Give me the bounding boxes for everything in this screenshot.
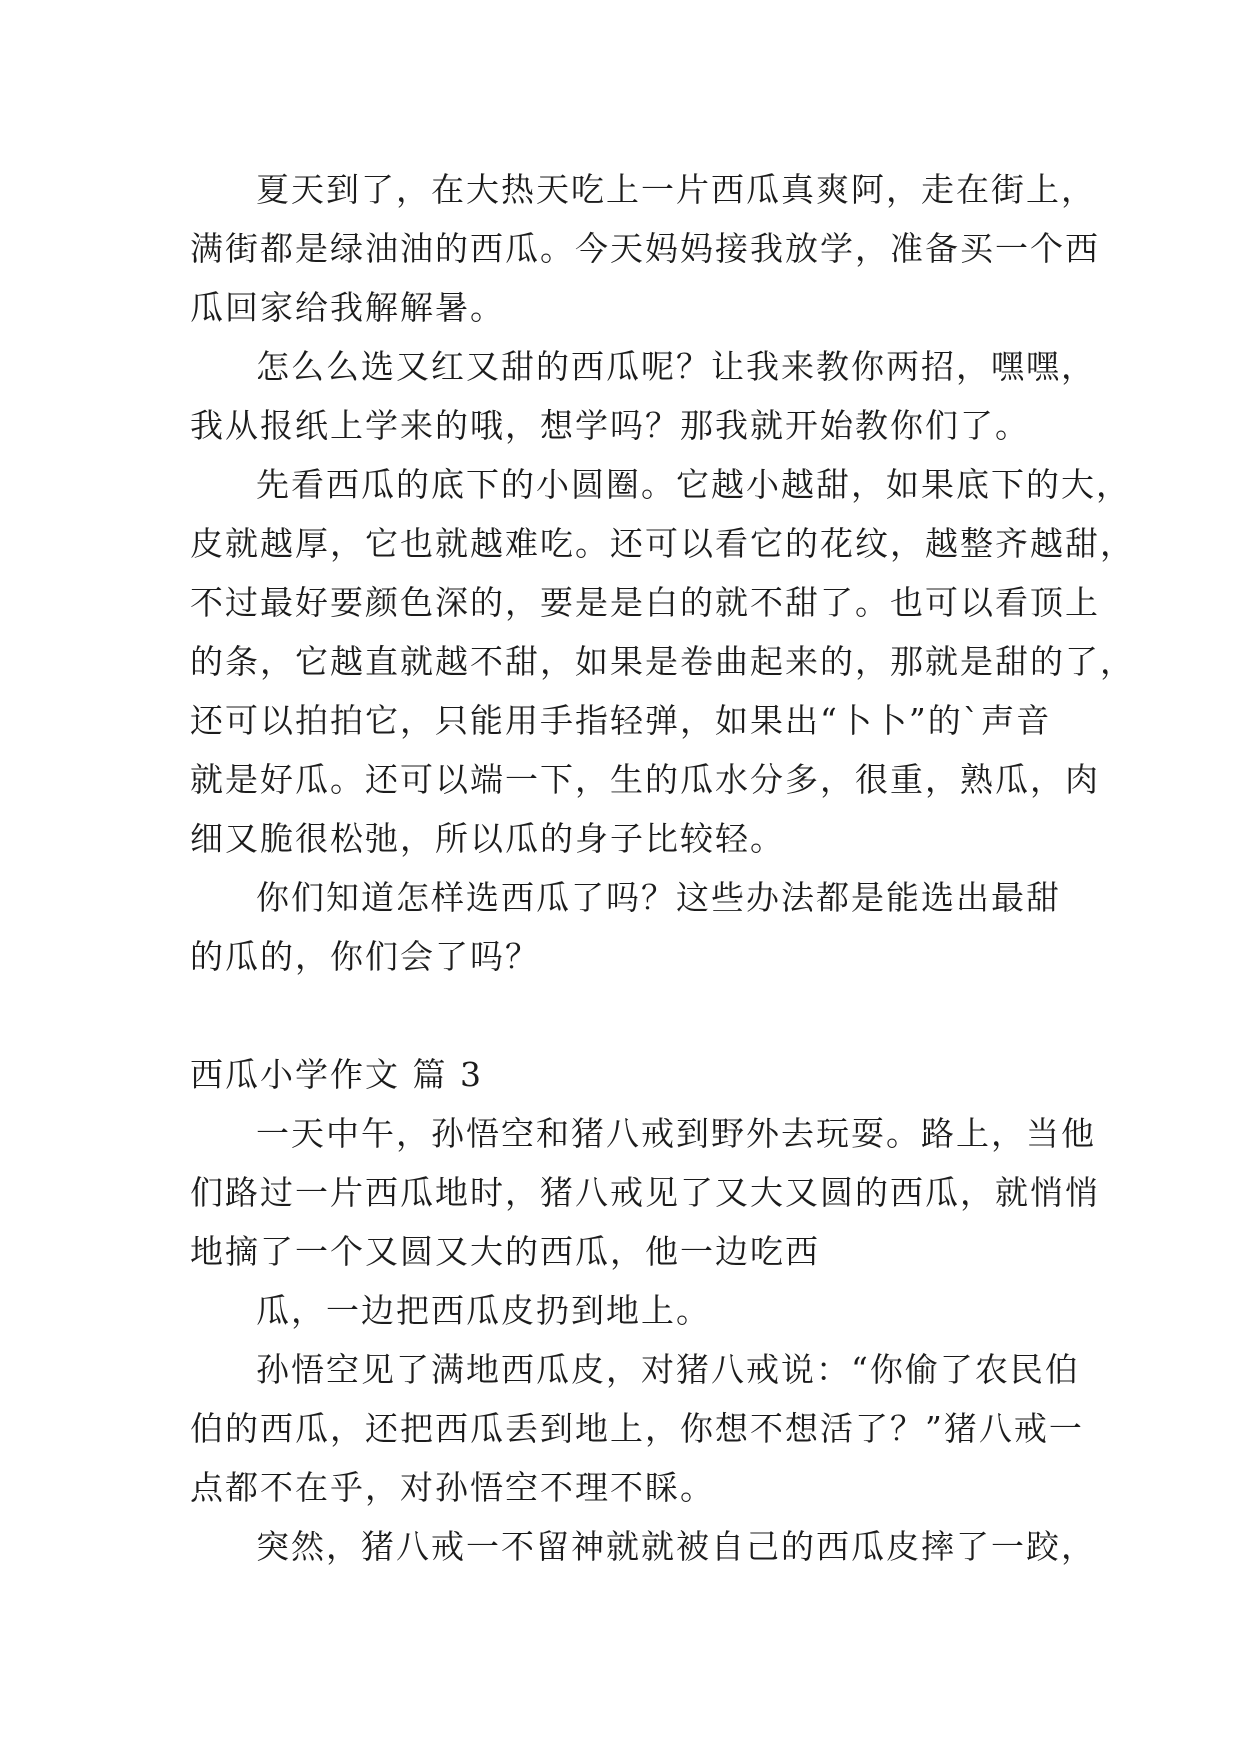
- text-line: 先看西瓜的底下的小圆圈。它越小越甜，如果底下的大，: [256, 465, 1131, 504]
- section-heading: 西瓜小学作文 篇 3: [190, 1055, 483, 1094]
- text-line: 怎么么选又红又甜的西瓜呢？让我来教你两招，嘿嘿，: [256, 347, 1096, 386]
- text-line: 我从报纸上学来的哦，想学吗？那我就开始教你们了。: [190, 406, 1030, 445]
- paragraph: [190, 337, 1096, 455]
- text-line: 孙悟空见了满地西瓜皮，对猪八戒说：“你偷了农民伯: [256, 1350, 1080, 1389]
- text-line: 细又脆很松弛，所以瓜的身子比较轻。: [190, 819, 785, 858]
- text-line: 点都不在乎，对孙悟空不理不睬。: [190, 1468, 715, 1507]
- text-line: 们路过一片西瓜地时，猪八戒见了又大又圆的西瓜，就悄悄: [190, 1173, 1100, 1212]
- paragraph: [190, 160, 1100, 337]
- paragraph: [190, 1104, 1100, 1281]
- text-line: 满街都是绿油油的西瓜。今天妈妈接我放学，准备买一个西: [190, 229, 1100, 268]
- text-line: 伯的西瓜，还把西瓜丢到地上，你想不想活了？”猪八戒一: [190, 1409, 1084, 1448]
- text-line: 瓜回家给我解解暑。: [190, 288, 505, 327]
- text-line: 瓜，一边把西瓜皮扔到地上。: [256, 1291, 711, 1330]
- paragraph: [190, 1340, 1084, 1517]
- paragraph: [190, 1517, 1096, 1576]
- text-line: 的条，它越直就越不甜，如果是卷曲起来的，那就是甜的了，: [190, 642, 1135, 681]
- section-gap: [190, 986, 1070, 1045]
- text-line: 一天中午，孙悟空和猪八戒到野外去玩耍。路上，当他: [256, 1114, 1096, 1153]
- text-line: 的瓜的，你们会了吗？: [190, 937, 540, 976]
- paragraph: [190, 455, 1135, 868]
- paragraph: [190, 868, 1070, 986]
- text-line: 还可以拍拍它，只能用手指轻弹，如果出“卜卜”的`声音: [190, 701, 1052, 740]
- document-body: [190, 160, 1135, 1576]
- paragraph: [190, 1281, 1070, 1340]
- text-line: 你们知道怎样选西瓜了吗？这些办法都是能选出最甜: [256, 878, 1061, 917]
- text-line: 地摘了一个又圆又大的西瓜，他一边吃西: [190, 1232, 820, 1271]
- text-line: 夏天到了，在大热天吃上一片西瓜真爽阿，走在街上，: [256, 170, 1096, 209]
- text-line: 就是好瓜。还可以端一下，生的瓜水分多，很重，熟瓜，肉: [190, 760, 1100, 799]
- text-line: 皮就越厚，它也就越难吃。还可以看它的花纹，越整齐越甜，: [190, 524, 1135, 563]
- text-line: 突然，猪八戒一不留神就就被自己的西瓜皮摔了一跤，: [256, 1527, 1096, 1566]
- text-line: 不过最好要颜色深的，要是是白的就不甜了。也可以看顶上: [190, 583, 1100, 622]
